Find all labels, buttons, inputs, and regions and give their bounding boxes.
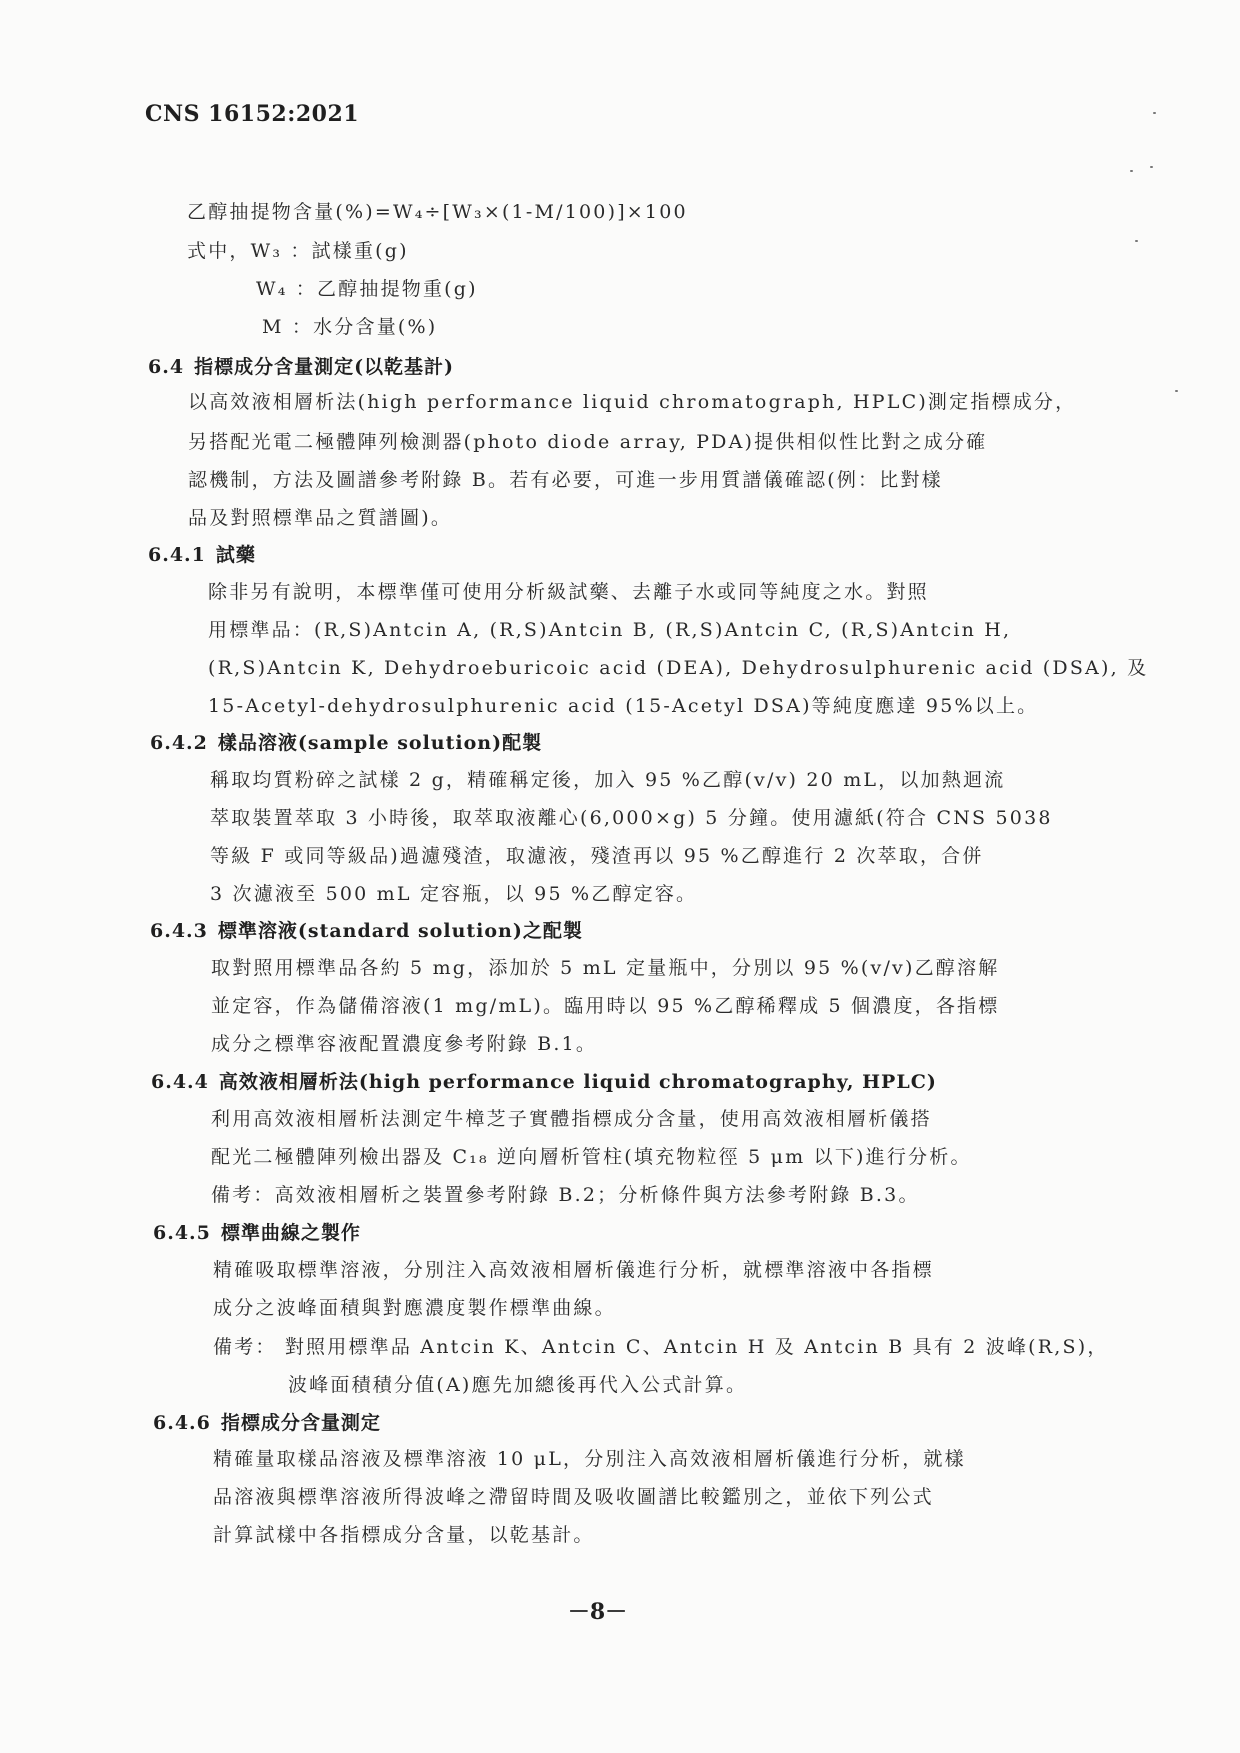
section-title: 標準曲線之製作 xyxy=(220,1222,361,1244)
formula-line: 乙醇抽提物含量(%)=W₄÷[W₃×(1-M/100)]×100 xyxy=(187,201,688,223)
section-6-4-2-line: 稱取均質粉碎之試樣 2 g，精確稱定後，加入 95 %乙醇(v/v) 20 mL，以加熱迴流 xyxy=(210,769,1006,791)
section-6-4-2-line: 3 次濾液至 500 mL 定容瓶，以 95 %乙醇定容。 xyxy=(210,883,698,905)
page-number: －8－ xyxy=(567,1599,628,1625)
section-6-4-line: 另搭配光電二極體陣列檢測器(photo diode array, PDA)提供相似性比對之成分確 xyxy=(188,431,988,453)
section-title: 指標成分含量測定 xyxy=(220,1412,381,1434)
section-6-4-5-note-cont: 波峰面積積分值(A)應先加總後再代入公式計算。 xyxy=(288,1374,748,1396)
section-6-4-line: 品及對照標準品之質譜圖)。 xyxy=(188,507,453,529)
section-6-4-3-line: 取對照用標準品各約 5 mg，添加於 5 mL 定量瓶中，分別以 95 %(v/v)乙醇溶解 xyxy=(211,957,1000,979)
section-number: 6.4.6 xyxy=(153,1412,211,1434)
scan-speck xyxy=(1153,112,1156,114)
section-6-4-3-line: 並定容，作為儲備溶液(1 mg/mL)。臨用時以 95 %乙醇稀釋成 5 個濃度，各指標 xyxy=(211,995,1000,1017)
section-6-4-6-line: 品溶液與標準溶液所得波峰之滯留時間及吸收圖譜比較鑑別之，並依下列公式 xyxy=(213,1486,934,1508)
section-6-4-6-line: 精確量取樣品溶液及標準溶液 10 μL，分別注入高效液相層析儀進行分析，就樣 xyxy=(213,1448,966,1470)
section-6-4-6-line: 計算試樣中各指標成分含量，以乾基計。 xyxy=(213,1524,595,1546)
section-6-4-4-line: 利用高效液相層析法測定牛樟芝子實體指標成分含量，使用高效液相層析儀搭 xyxy=(211,1108,932,1130)
section-6-4-5-heading xyxy=(153,1218,361,1245)
section-6-4-1-line: 除非另有說明，本標準僅可使用分析級試藥、去離子水或同等純度之水。對照 xyxy=(208,581,929,603)
section-title: 試藥 xyxy=(215,544,256,566)
section-number: 6.4.5 xyxy=(153,1222,211,1244)
section-number: 6.4 xyxy=(148,356,185,378)
scan-speck xyxy=(1135,240,1138,242)
section-6-4-5-line: 成分之波峰面積與對應濃度製作標準曲線。 xyxy=(213,1297,616,1319)
section-6-4-2-line: 萃取裝置萃取 3 小時後，取萃取液離心(6,000×g) 5 分鐘。使用濾紙(符合 CNS 5038 xyxy=(210,807,1053,829)
section-6-4-3-line: 成分之標準容液配置濃度參考附錄 B.1。 xyxy=(211,1033,598,1055)
section-number: 6.4.1 xyxy=(148,544,206,566)
section-title: 樣品溶液(sample solution)配製 xyxy=(217,732,543,754)
section-6-4-4-line: 配光二極體陣列檢出器及 C₁₈ 逆向層析管柱(填充物粒徑 5 μm 以下)進行分析。 xyxy=(211,1146,972,1168)
formula-where-w3: 式中，W₃ ：試樣重(g) xyxy=(187,240,409,262)
section-6-4-line: 認機制，方法及圖譜參考附錄 B。若有必要，可進一步用質譜儀確認(例：比對樣 xyxy=(188,469,943,491)
section-6-4-1-heading xyxy=(148,540,256,567)
section-title: 標準溶液(standard solution)之配製 xyxy=(217,920,583,942)
section-title: 指標成分含量測定(以乾基計) xyxy=(194,356,455,378)
section-6-4-6-heading xyxy=(153,1408,381,1435)
section-6-4-1-line: 用標準品：(R,S)Antcin A, (R,S)Antcin B, (R,S)Antcin C, (R,S)Antcin H, xyxy=(208,619,1012,641)
section-6-4-5-note: 備考： 對照用標準品 Antcin K、Antcin C、Antcin H 及 Antcin B 具有 2 波峰(R,S)， xyxy=(213,1336,1109,1358)
section-6-4-2-heading xyxy=(150,728,542,755)
section-number: 6.4.2 xyxy=(150,732,208,754)
section-title: 高效液相層析法(high performance liquid chromatography, HPLC) xyxy=(218,1071,937,1093)
section-6-4-line: 以高效液相層析法(high performance liquid chromatograph, HPLC)測定指標成分， xyxy=(188,391,1077,413)
scan-speck xyxy=(1130,170,1133,172)
section-6-4-2-line: 等級 F 或同等級品)過濾殘渣，取濾液，殘渣再以 95 %乙醇進行 2 次萃取，合併 xyxy=(210,845,984,867)
document-id: CNS 16152:2021 xyxy=(145,101,360,127)
formula-w4: W₄ ：乙醇抽提物重(g) xyxy=(256,278,478,300)
scan-speck xyxy=(1175,390,1178,392)
section-6-4-3-heading xyxy=(150,916,583,943)
scan-speck xyxy=(1150,166,1153,168)
section-6-4-1-line: 15-Acetyl-dehydrosulphurenic acid (15-Acetyl DSA)等純度應達 95%以上。 xyxy=(208,695,1039,717)
section-number: 6.4.4 xyxy=(151,1071,209,1093)
section-6-4-1-line: (R,S)Antcin K, Dehydroeburicoic acid (DEA), Dehydrosulphurenic acid (DSA), 及 xyxy=(208,657,1149,679)
section-6-4-4-heading xyxy=(151,1067,937,1094)
section-6-4-5-line: 精確吸取標準溶液，分別注入高效液相層析儀進行分析，就標準溶液中各指標 xyxy=(213,1259,934,1281)
section-6-4-4-note: 備考：高效液相層析之裝置參考附錄 B.2；分析條件與方法參考附錄 B.3。 xyxy=(211,1184,920,1206)
section-number: 6.4.3 xyxy=(150,920,208,942)
section-6-4-heading xyxy=(148,352,454,379)
formula-m: M ：水分含量(%) xyxy=(262,316,438,338)
